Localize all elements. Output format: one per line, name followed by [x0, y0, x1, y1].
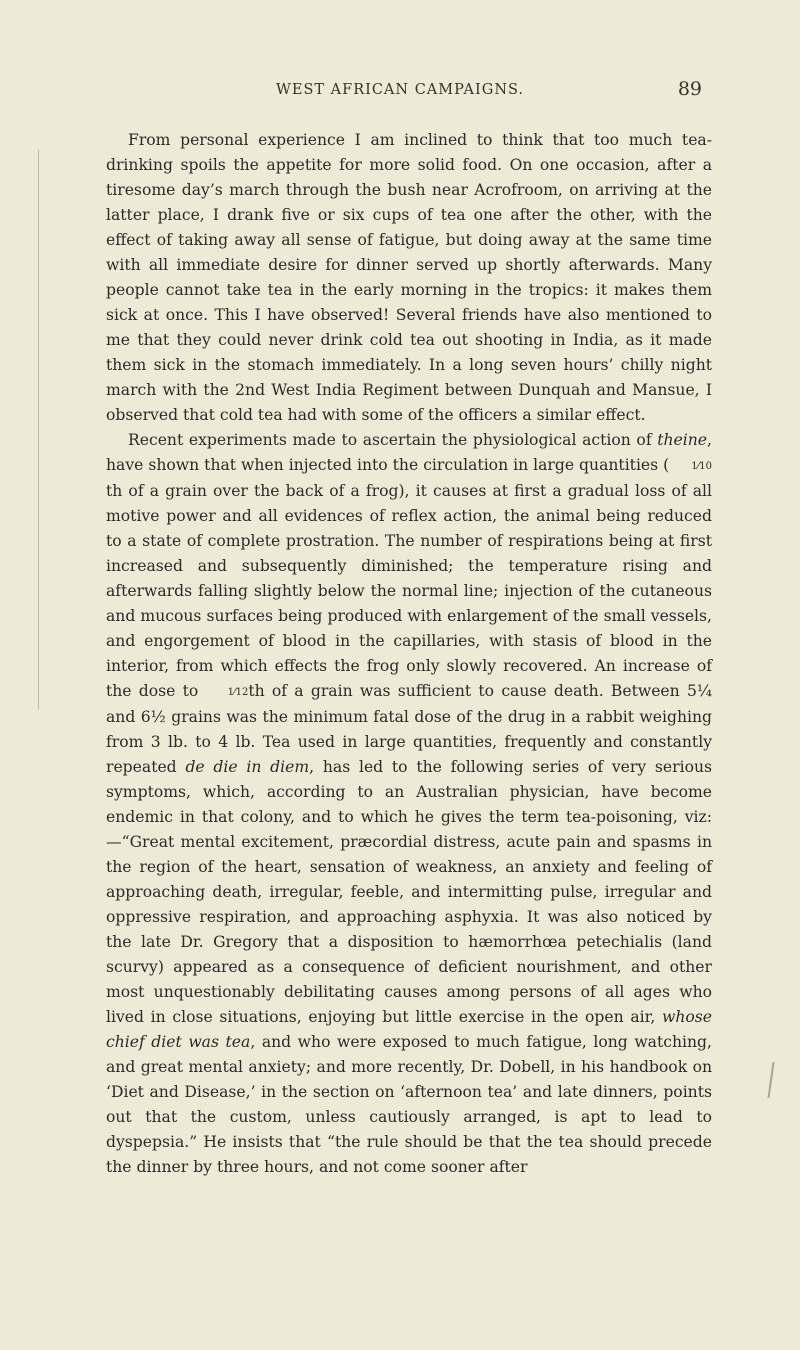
fraction-one-tenth: 1⁄10	[691, 461, 712, 472]
p2-text-a: Recent experiments made to ascertain the physiological action of	[128, 431, 658, 449]
p2-whose-chief-diet: whose chief diet was tea	[106, 1008, 712, 1051]
paragraph-1	[106, 128, 712, 428]
running-header	[0, 78, 800, 112]
fraction-one-twelfth: 1⁄12	[227, 687, 249, 698]
p2-text-c: th of a grain over the back of a frog), it causes at first a gradual loss of all motive power and all evidences of reflex action, the animal being reduced to a state of complete prostration. The number of respirations being at first increased and subsequently diminished; the temperature rising and afterwards falling slightly below the normal line; injection of the cutaneous and mucous surfaces being produced with enlargement of the small vessels, and engorgement of blood in the capillaries, with stasis of blood in the interior, from which effects the frog only slowly recovered. An increase of the dose to	[106, 482, 712, 700]
body-text	[106, 128, 712, 1180]
left-margin-shadow	[38, 150, 39, 710]
p2-text-e: , has led to the following series of very serious symptoms, which, according to an Australian physician, have become endemic in that colony, and to which he gives the term tea-poisoning, viz:—“Great mental excitement, præcordial distress, acute pain and spasms in the region of the heart, sensation of weakness, an anxiety and feeling of approaching death, irregular, feeble, and intermitting pulse, irregular and oppressive respiration, and approaching asphyxia. It was also noticed by the late Dr. Gregory that a disposition to hæmorrhœa petechialis (land scurvy) appeared as a consequence of deficient nourishment, and other most unquestionably debilitating causes among persons of all ages who lived in close situations, enjoying but little exercise in the open air,	[106, 758, 713, 1026]
p2-text-d: th of a grain was sufficient to cause death. Between 5¼ and 6½ grains was the minimum fatal dose of the drug in a rabbit weighing from 3 lb. to 4 lb. Tea used in large quantities, frequently and constantly repeated	[106, 682, 712, 776]
p2-theine: theine	[657, 431, 708, 449]
p2-text-f: , and who were exposed to much fatigue, long watching, and great mental anxiety; and more recently, Dr. Dobell, in his handbook on ‘Diet and Disease,’ in the section on ‘afternoon tea’ and late dinners, points out that the custom, unless cautiously arranged, is apt to lead to dyspepsia.” He insists that “the rule should be that the tea should precede the dinner by three hours, and not come sooner after	[106, 1033, 712, 1176]
paragraph-1-text: From personal experience I am inclined to think that too much tea-drinking spoils the appetite for more solid food. On one occasion, after a tiresome day’s march through the bush near Acrofroom, on arriving at the latter place, I drank five or six cups of tea one after the other, with the effect of taking away all sense of fatigue, but doing away at the same time with all immediate desire for dinner served up shortly afterwards. Many people cannot take tea in the early morning in the tropics: it makes them sick at once. This I have observed! Several friends have also mentioned to me that they could never drink cold tea out shooting in India, as it made them sick in the stomach immediately. In a long seven hours’ chilly night march with the 2nd West India Regiment between Dunquah and Mansue, I observed that cold tea had with some of the officers a similar effect.	[106, 131, 712, 424]
running-title: WEST AFRICAN CAMPAIGNS.	[275, 82, 525, 98]
p2-text-b: , have shown that when injected into the circulation in large quantities (	[106, 431, 712, 474]
p2-latin-phrase: de die in diem	[185, 758, 310, 776]
page-number: 89	[677, 78, 702, 100]
right-margin-mark	[768, 1062, 775, 1098]
paragraph-2	[106, 428, 712, 1180]
